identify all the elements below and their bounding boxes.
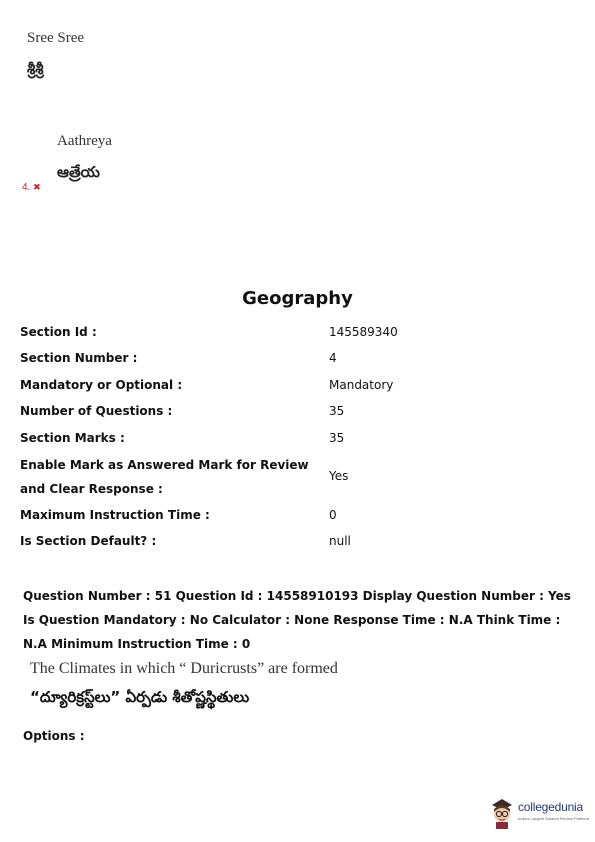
- option-number: 4.: [22, 182, 31, 193]
- info-label: Is Section Default? :: [20, 534, 157, 548]
- wrong-option-marker: [22, 182, 41, 193]
- logo-tagline: India's Largest Student Review Platform: [518, 816, 590, 821]
- cross-icon: ✖: [33, 182, 41, 192]
- question-text-telugu: “ద్యూరిక్రస్ట్‌లు” ఏర్పడు శీతోష్ణస్థితులు: [30, 688, 250, 706]
- info-value: 145589340: [329, 325, 398, 339]
- info-label: Enable Mark as Answered Mark for Review and Clear Response :: [20, 458, 309, 496]
- option-english-sree-sree: Sree Sree: [27, 30, 85, 46]
- logo-brand-text: collegedunia: [518, 800, 583, 814]
- mascot-icon: [488, 796, 516, 830]
- info-value: null: [329, 534, 351, 548]
- info-value: 0: [329, 508, 337, 522]
- info-label: Number of Questions :: [20, 404, 173, 418]
- info-value: 4: [329, 351, 337, 365]
- question-text-english: The Climates in which “ Duricrusts” are formed: [30, 660, 338, 677]
- info-label: Section Marks :: [20, 431, 125, 445]
- info-value: 35: [329, 404, 345, 418]
- option-telugu-aathreya: ఆత్రేయ: [57, 163, 100, 181]
- info-value: 35: [329, 431, 345, 445]
- option-english-aathreya: Aathreya: [57, 133, 112, 149]
- collegedunia-logo: [488, 796, 592, 832]
- info-label: Section Id :: [20, 325, 97, 339]
- info-label: Section Number :: [20, 351, 138, 365]
- info-label: Mandatory or Optional :: [20, 378, 183, 392]
- options-label: Options :: [23, 729, 85, 743]
- info-value: Yes: [329, 469, 349, 483]
- option-telugu-sree-sree: శ్రీశ్రీ: [27, 60, 44, 78]
- section-title: Geography: [242, 288, 353, 309]
- info-value: Mandatory: [329, 378, 394, 392]
- info-label: Maximum Instruction Time :: [20, 508, 210, 522]
- question-header: Question Number : 51 Question Id : 14558910193 Display Question Number : Yes Is Question Mandatory : No Calculator : None Response Time : N.A Think Time : N.A Minimum Instruction Time : 0: [23, 589, 571, 651]
